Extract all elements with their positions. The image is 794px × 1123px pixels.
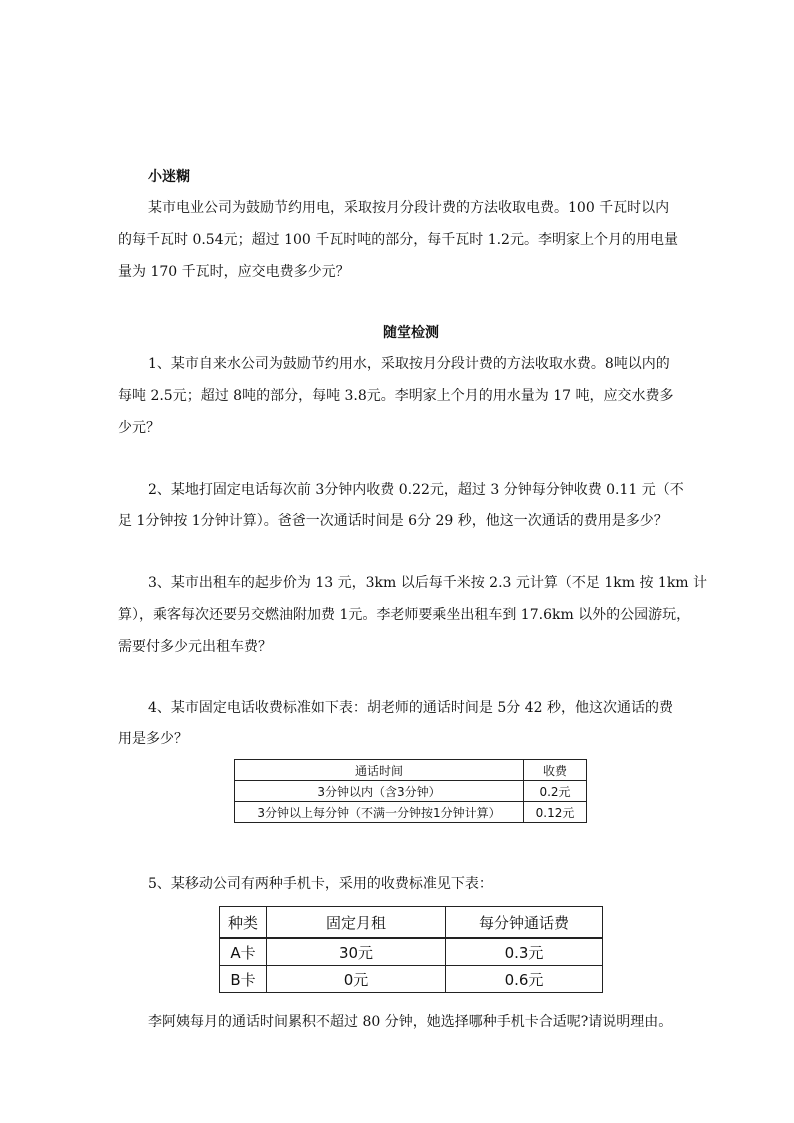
question-3-line: 算），乘客每次还要另交燃油附加费 1元。李老师要乘坐出租车到 17.6km 以外的公园游玩， [118, 607, 691, 623]
table-header-row [220, 907, 603, 939]
table-header-cell: 通话时间 [235, 760, 524, 781]
paragraph-line: 量为 170 千瓦时，应交电费多少元？ [118, 264, 350, 280]
question-1-line: 每吨 2.5元；超过 8吨的部分，每吨 3.8元。李明家上个月的用水量为 17 吨，应交水费多 [118, 388, 674, 404]
table-row [235, 802, 587, 823]
question-5-prompt: 李阿姨每月的通话时间累积不超过 80 分钟，她选择哪种手机卡合适呢?请说明理由。 [148, 1014, 673, 1030]
table-row [220, 938, 603, 966]
table-header-cell: 固定月租 [267, 907, 446, 939]
table-cell: 0.2元 [524, 781, 587, 802]
question-2-line: 足 1分钟按 1分钟计算）。爸爸一次通话时间是 6分 29 秒，他这一次通话的费用是多少？ [118, 513, 668, 529]
section-title-suitang: 随堂检测 [383, 325, 439, 341]
table-cell: 0元 [267, 966, 446, 993]
table-cell: 0.12元 [524, 802, 587, 823]
table-header-cell: 种类 [220, 907, 267, 939]
question-3-line: 3、某市出租车的起步价为 13 元，3km 以后每千米按 2.3 元计算（不足 1km 按 1km 计 [148, 575, 708, 591]
table-row [220, 966, 603, 993]
question-1-line: 1、某市自来水公司为鼓励节约用水，采取按月分段计费的方法收取水费。8吨以内的 [148, 356, 670, 372]
question-4-line: 4、某市固定电话收费标准如下表：胡老师的通话时间是 5分 42 秒，他这次通话的费 [148, 700, 673, 716]
sim-card-table [219, 906, 603, 993]
phone-fee-table [234, 759, 587, 823]
table-cell: A卡 [220, 938, 267, 966]
paragraph-line: 某市电业公司为鼓励节约用电，采取按月分段计费的方法收取电费。100 千瓦时以内 [148, 200, 670, 216]
question-2-line: 2、某地打固定电话每次前 3分钟内收费 0.22元，超过 3 分钟每分钟收费 0.11 元（不 [148, 482, 684, 498]
table-cell: 3分钟以上每分钟（不满一分钟按1分钟计算） [235, 802, 524, 823]
table-cell: 0.3元 [446, 938, 603, 966]
table-row [235, 781, 587, 802]
table-header-cell: 每分钟通话费 [446, 907, 603, 939]
table-cell: B卡 [220, 966, 267, 993]
table-cell: 0.6元 [446, 966, 603, 993]
section-title-xiaomihu: 小迷糊 [148, 169, 190, 185]
question-5-line: 5、某移动公司有两种手机卡，采用的收费标准见下表： [148, 876, 493, 892]
paragraph-line: 的每千瓦时 0.54元；超过 100 千瓦时吨的部分，每千瓦时 1.2元。李明家上个月的用电量 [118, 232, 678, 248]
question-3-line: 需要付多少元出租车费？ [118, 639, 272, 655]
question-4-line: 用是多少？ [118, 731, 188, 747]
question-1-line: 少元？ [118, 420, 160, 436]
table-cell: 3分钟以内（含3分钟） [235, 781, 524, 802]
table-header-row [235, 760, 587, 781]
table-cell: 30元 [267, 938, 446, 966]
table-header-cell: 收费 [524, 760, 587, 781]
